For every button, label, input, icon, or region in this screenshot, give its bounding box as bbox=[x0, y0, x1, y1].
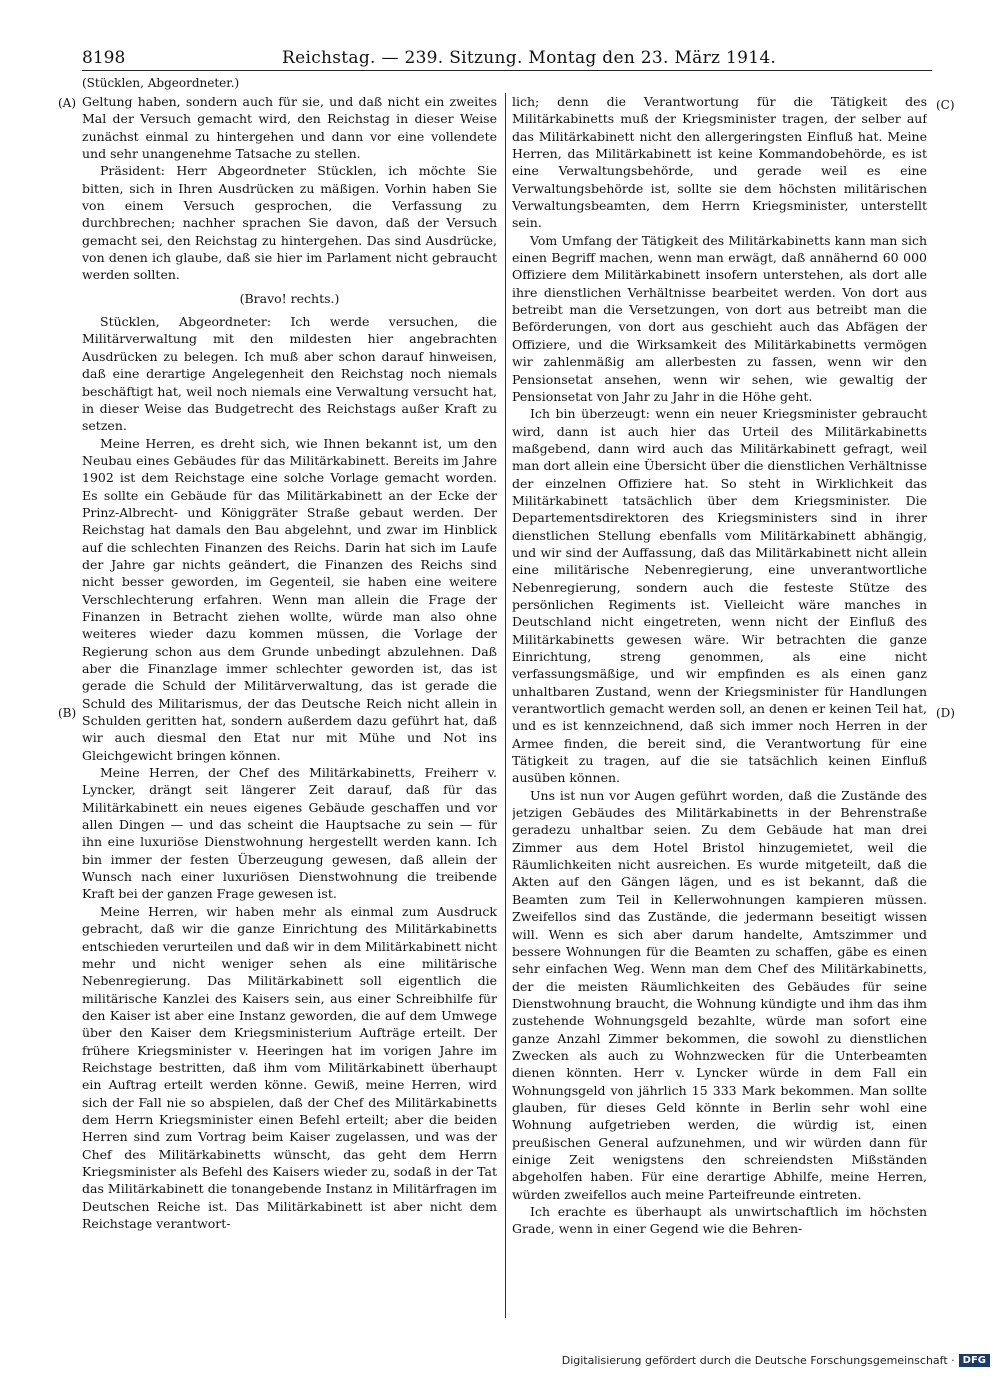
paragraph: Ich bin überzeugt: wenn ein neuer Kriegsminister gebraucht wird, dann ist auch hier das Urteil des Militärkabinetts maßgebend, dann wird auch das Militärkabinett gefragt, weil man dort allein eine Übersicht über die dienstlichen Verhältnisse der einzelnen Offiziere hat. So steht in Wirklichkeit das Militärkabinett tatsächlich über dem Kriegsminister. Die Departementsdirektoren des Kriegsministers sind in ihrer dienstlichen Stellung ebenfalls vom Militärkabinett abhängig, und wir sind der Auffassung, daß das Militärkabinett nicht allein eine militärische Nebenregierung, eine unverantwortliche Nebenregierung, sondern auch die festeste Stütze des persönlichen Regiments ist. Vielleicht wäre manches in Deutschland nicht eingetreten, wenn nicht der Einfluß des Militärkabinetts gewesen wäre. Wir betrachten die ganze Einrichtung, streng genommen, als eine nicht verfassungsmäßige, und wir empfinden es als einen ganz unhaltbaren Zustand, wenn der Kriegsminister für Handlungen verantwortlich gemacht werden soll, an denen er keinen Teil hat, und es ist kennzeichnend, daß sich immer noch Herren in der Armee finden, die bereit sind, die Verantwortung für eine Tätigkeit zu tragen, auf die sie tatsächlich keinen Einfluß ausüben können. bbox=[512, 406, 927, 786]
interjection: (Bravo! rechts.) bbox=[239, 290, 340, 306]
margin-marker-c: (C) bbox=[936, 98, 955, 112]
paragraph: Ich erachte es überhaupt als unwirtschaftlich im höchsten Grade, wenn in einer Gegend wie die Behren- bbox=[512, 1204, 927, 1237]
right-column bbox=[512, 93, 927, 1323]
footer-credit bbox=[562, 1354, 990, 1367]
column-divider bbox=[505, 93, 506, 1318]
header-rule bbox=[82, 70, 932, 71]
paragraph: Meine Herren, der Chef des Militärkabinetts, Freiherr v. Lyncker, drängt seit längerer Zeit darauf, daß für das Militärkabinett ein neues eigenes Gebäude geschaffen und vor allen Dingen — und das scheint die Hauptsache zu sein — für ihn eine luxuriöse Dienstwohnung hergestellt werden kann. Ich bin immer der festen Überzeugung gewesen, daß allein der Wunsch nach einer luxuriösen Dienstwohnung die treibende Kraft bei der ganzen Frage gewesen ist. bbox=[82, 765, 497, 902]
paragraph: Stücklen, Abgeordneter: Ich werde versuchen, die Militärverwaltung mit den mildesten hier angebrachten Ausdrücken zu belegen. Ich muß aber schon darauf hinweisen, daß eine derartige Angelegenheit den Reichstag noch niemals beschäftigt hat, weil noch niemals eine Verwaltung versucht hat, in dieser Weise das Budgetrecht des Reichstags außer Kraft zu setzen. bbox=[82, 314, 497, 434]
page-number: 8198 bbox=[82, 48, 126, 68]
speaker-head: (Stücklen, Abgeordneter.) bbox=[82, 76, 240, 90]
paragraph: Meine Herren, es dreht sich, wie Ihnen bekannt ist, um den Neubau eines Gebäudes für das Militärkabinett. Bereits im Jahre 1902 ist dem Reichstage eine solche Vorlage gemacht worden. Es sollte ein Gebäude für das Militärkabinett an der Ecke der Prinz-Albrecht- und Königgräter Straße gebaut werden. Der Reichstag hat damals den Bau abgelehnt, und zwar im Hinblick auf die schlechten Finanzen des Reichs. Darin hat sich im Laufe der Jahre gar nichts geändert, die Finanzen des Reichs sind nicht besser geworden, im Gegenteil, sie haben eine weitere Verschlechterung erfahren. Wenn man allein die Frage der Finanzen in Betracht ziehen wollte, würde man also ohne weiteres wieder dazu kommen müssen, die Vorlage der Regierung schon aus dem Grunde unbedingt abzulehnen. Daß aber die Finanzlage immer schlechter geworden ist, das ist gerade die Schuld der Militärverwaltung, das ist gerade die Schuld des Militarismus, der das Deutsche Reich nicht allein in Schulden geritten hat, sondern außerdem dazu geführt hat, daß wir auch diesmal den Etat nur mit Mühe und Not ins Gleichgewicht bringen können. bbox=[82, 435, 497, 763]
dfg-logo: DFG bbox=[959, 1354, 990, 1367]
paragraph: Vom Umfang der Tätigkeit des Militärkabinetts kann man sich einen Begriff machen, wenn man erwägt, daß annähernd 60 000 Offiziere dem Militärkabinett insofern unterstehen, als dort alle ihre dienstlichen Verhältnisse bearbeitet werden. Von dort aus betreibt man die Versetzungen, von dort aus betreibt man die Beförderungen, von dort aus geschieht auch das Abfägen der Offiziere, und die Wirksamkeit des Militärkabinetts vermögen wir zahlenmäßig am allerbesten zu fassen, wenn wir den Pensionsetat ansehen, wenn wir sehen, wie gewaltig der Pensionsetat von Jahr zu Jahr in die Höhe geht. bbox=[512, 232, 927, 404]
paragraph: Uns ist nun vor Augen geführt worden, daß die Zustände des jetzigen Gebäudes des Militärkabinetts in der Behrenstraße geradezu unhaltbar seien. Zu dem Gebäude hat man drei Zimmer aus dem Hotel Bristol hinzugemietet, weil die Räumlichkeiten nicht ausreichen. Es wurde mitgeteilt, daß die Akten auf den Gängen lägen, und es ist bekannt, daß die Beamten zum Teil in Kellerwohnungen kampieren müssen. Zweifellos sind das Zustände, die jedermann beseitigt wissen will. Wenn es sich aber darum handelte, Amtszimmer und bessere Wohnungen für die Beamten zu schaffen, gäbe es einen sehr einfachen Weg. Wenn man dem Chef des Militärkabinetts, der die meisten Räumlichkeiten des Gebäudes für seine Dienstwohnung braucht, die Wohnung kündigte und ihm das ihm zustehende Wohnungsgeld bezahlte, würde man sofort eine ganze Anzahl Zimmer bekommen, die sowohl zu dienstlichen Zwecken als auch zu Wohnzwecken für die Unterbeamten dienen könnten. Herr v. Lyncker würde in dem Fall ein Wohnungsgeld von jährlich 15 333 Mark bekommen. Man sollte glauben, für dieses Geld könnte in Berlin sehr wohl eine Wohnung aufgetrieben werden, die würdig ist, einen preußischen General aufzunehmen, und wir würden dann für einige Zeit wenigstens den schreiendsten Mißständen abgeholfen haben. Für eine derartige Abhilfe, meine Herren, würden zweifellos auch meine Parteifreunde eintreten. bbox=[512, 787, 927, 1202]
left-column bbox=[82, 93, 497, 1323]
paragraph: lich; denn die Verantwortung für die Tätigkeit des Militärkabinetts muß der Kriegsminister tragen, der selber auf das Militärkabinett nicht den allergeringsten Einfluß hat. Meine Herren, das Militärkabinett ist keine Kommandobehörde, es ist eine Verwaltungsbehörde, und gerade weil es eine Verwaltungsbehörde ist, sollte sie dem höchsten militärischen Verwaltungsbeamten, dem Herrn Kriegsminister, unterstellt sein. bbox=[512, 94, 927, 231]
margin-marker-d: (D) bbox=[936, 706, 955, 720]
margin-marker-a: (A) bbox=[58, 96, 77, 110]
footer-text: Digitalisierung gefördert durch die Deutsche Forschungsgemeinschaft · bbox=[561, 1354, 955, 1367]
paragraph: Geltung haben, sondern auch für sie, und daß nicht ein zweites Mal der Versuch gemacht wird, den Reichstag in dieser Weise zunächst einmal zu hintergehen und dann vor eine vollendete und sehr unangenehme Tatsache zu stellen. bbox=[82, 94, 497, 162]
margin-marker-b: (B) bbox=[58, 706, 77, 720]
running-title: Reichstag. — 239. Sitzung. Montag den 23. März 1914. bbox=[282, 48, 777, 68]
paragraph: Präsident: Herr Abgeordneter Stücklen, ich möchte Sie bitten, sich in Ihren Ausdrücken zu mäßigen. Vorhin haben Sie von einem Versuch gesprochen, die Verfassung zu durchbrechen; nachher sprachen Sie davon, daß der Versuch gemacht sei, den Reichstag zu hintergehen. Das sind Ausdrücke, von denen ich glaube, daß sie hier im Parlament nicht gebraucht werden sollten. bbox=[82, 163, 497, 283]
paragraph: Meine Herren, wir haben mehr als einmal zum Ausdruck gebracht, daß wir die ganze Einrichtung des Militärkabinetts entschieden verurteilen und daß wir in dem Militärkabinett nicht mehr und nicht weniger sehen als eine militärische Nebenregierung. Das Militärkabinett soll eigentlich die militärische Kanzlei des Kaisers sein, aus einer Schreibhilfe für den Kaiser ist aber eine Instanz geworden, die auf dem Umwege über den Kaiser dem Kriegsministerium Aufträge erteilt. Der frühere Kriegsminister v. Heeringen hat im vorigen Jahre im Reichstage bestritten, daß ihm vom Militärkabinett überhaupt ein Auftrag erteilt werden könne. Gewiß, meine Herren, wird sich der Fall nie so abspielen, daß der Chef des Militärkabinetts dem Herrn Kriegsminister einen Befehl erteilt; aber die beiden Herren sind zum Vortrag beim Kaiser zugelassen, und was der Chef des Militärkabinetts wünscht, das geht dem Herrn Kriegsminister als Befehl des Kaisers wieder zu, sodaß in der Tat das Militärkabinett die tonangebende Instanz in Militärfragen im Deutschen Reiche ist. Das Militärkabinett ist aber nicht dem Reichstage verantwort- bbox=[82, 903, 497, 1231]
